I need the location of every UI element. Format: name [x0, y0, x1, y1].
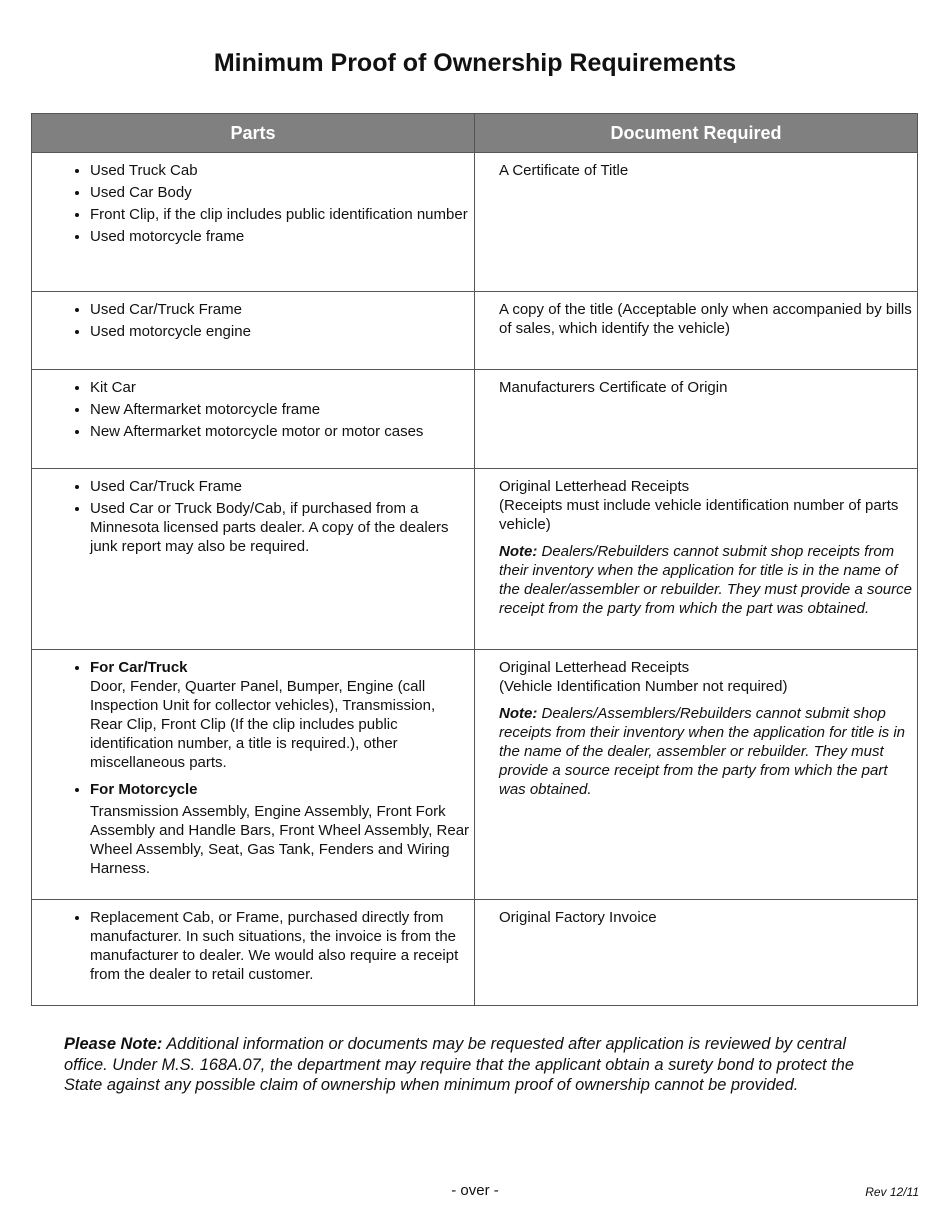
parts-cell — [32, 370, 475, 469]
dealer-note — [499, 704, 913, 799]
table-row — [32, 370, 918, 469]
parts-list — [32, 658, 470, 878]
document-required: Manufacturers Certificate of Origin — [499, 379, 728, 396]
note-text: Dealers/Assemblers/Rebuilders cannot submit shop receipts from their inventory when the application for title is in the name of the dealer, assembler or rebuilder. They must provide a source receipt from the party from which the part was obtained. — [499, 705, 906, 798]
table-row — [32, 469, 918, 650]
parts-list — [32, 300, 470, 341]
document-required: A copy of the title (Acceptable only when accompanied by bills of sales, which identify the vehicle) — [499, 301, 912, 337]
over-indicator: - over - — [451, 1182, 499, 1199]
list-item — [90, 658, 470, 772]
table-row — [32, 900, 918, 1006]
please-note-text: Additional information or documents may be requested after application is reviewed by central office. Under M.S. 168A.07, the department may require that the applicant obtain a surety bond to protect the State against any possible claim of ownership when minimum proof of ownership cannot be provided. — [64, 1035, 854, 1094]
document-required: Original Letterhead Receipts — [499, 659, 690, 676]
document-required: Original Factory Invoice — [499, 909, 657, 926]
list-item: • Used Car Body — [90, 183, 470, 202]
list-item: • Front Clip, if the clip includes public identification number — [90, 205, 470, 224]
category-title: • For Car/Truck — [90, 659, 188, 676]
document-required: A Certificate of Title — [499, 162, 629, 179]
please-note-label: Please Note: — [64, 1035, 163, 1053]
parts-cell — [32, 153, 475, 292]
parts-cell — [32, 900, 475, 1006]
document-cell — [475, 469, 918, 650]
requirements-table — [31, 113, 918, 1006]
document-cell — [475, 900, 918, 1006]
document-column-header: Document Required — [475, 114, 918, 153]
list-item: • Replacement Cab, or Frame, purchased directly from manufacturer. In such situations, the invoice is from the manufacturer to dealer. We would also require a receipt from the dealer to retail customer. — [90, 908, 470, 984]
document-detail: (Vehicle Identification Number not required) — [499, 678, 788, 695]
list-item: • Used Car/Truck Frame — [90, 477, 470, 496]
list-item: • Used Car/Truck Frame — [90, 300, 470, 319]
list-item: • Kit Car — [90, 378, 470, 397]
parts-cell — [32, 292, 475, 370]
parts-list — [32, 378, 470, 441]
table-row — [32, 650, 918, 900]
list-item — [90, 780, 470, 878]
list-item: • Used Car or Truck Body/Cab, if purchased from a Minnesota licensed parts dealer. A copy of the dealers junk report may also be required. — [90, 499, 470, 556]
note-label: Note: — [499, 543, 538, 560]
category-body: Door, Fender, Quarter Panel, Bumper, Engine (call Inspection Unit for collector vehicles), Transmission, Rear Clip, Front Clip (If the clip includes public identification number, a title is required.), other miscellaneous parts. — [90, 678, 436, 771]
list-item: • Used motorcycle frame — [90, 227, 470, 246]
parts-list — [32, 477, 470, 556]
parts-cell — [32, 469, 475, 650]
parts-list — [32, 908, 470, 984]
document-detail: (Receipts must include vehicle identification number of parts vehicle) — [499, 497, 899, 533]
document-cell — [475, 153, 918, 292]
page-title: Minimum Proof of Ownership Requirements — [213, 49, 737, 77]
table-header-row — [32, 114, 918, 153]
parts-list — [32, 161, 470, 246]
parts-column-header: Parts — [32, 114, 475, 153]
category-body: Transmission Assembly, Engine Assembly, Front Fork Assembly and Handle Bars, Front Wheel Assembly, Rear Wheel Assembly, Seat, Gas Tank, Fenders and Wiring Harness. — [90, 803, 470, 877]
document-required: Original Letterhead Receipts — [499, 478, 690, 495]
list-item: • Used motorcycle engine — [90, 322, 470, 341]
document-cell — [475, 292, 918, 370]
table-row — [32, 153, 918, 292]
dealer-note — [499, 542, 913, 618]
revision-label: Rev 12/11 — [865, 1185, 919, 1199]
document-cell — [475, 650, 918, 900]
list-item: • Used Truck Cab — [90, 161, 470, 180]
category-title: • For Motorcycle — [90, 781, 198, 798]
note-text: Dealers/Rebuilders cannot submit shop receipts from their inventory when the application for title is in the name of the dealer/assembler or rebuilder. They must provide a source receipt from the party from which the part was obtained. — [499, 543, 912, 617]
please-note-paragraph — [64, 1034, 894, 1096]
note-label: Note: — [499, 705, 538, 722]
parts-cell — [32, 650, 475, 900]
list-item: • New Aftermarket motorcycle motor or motor cases — [90, 422, 470, 441]
list-item: • New Aftermarket motorcycle frame — [90, 400, 470, 419]
document-cell — [475, 370, 918, 469]
table-row — [32, 292, 918, 370]
